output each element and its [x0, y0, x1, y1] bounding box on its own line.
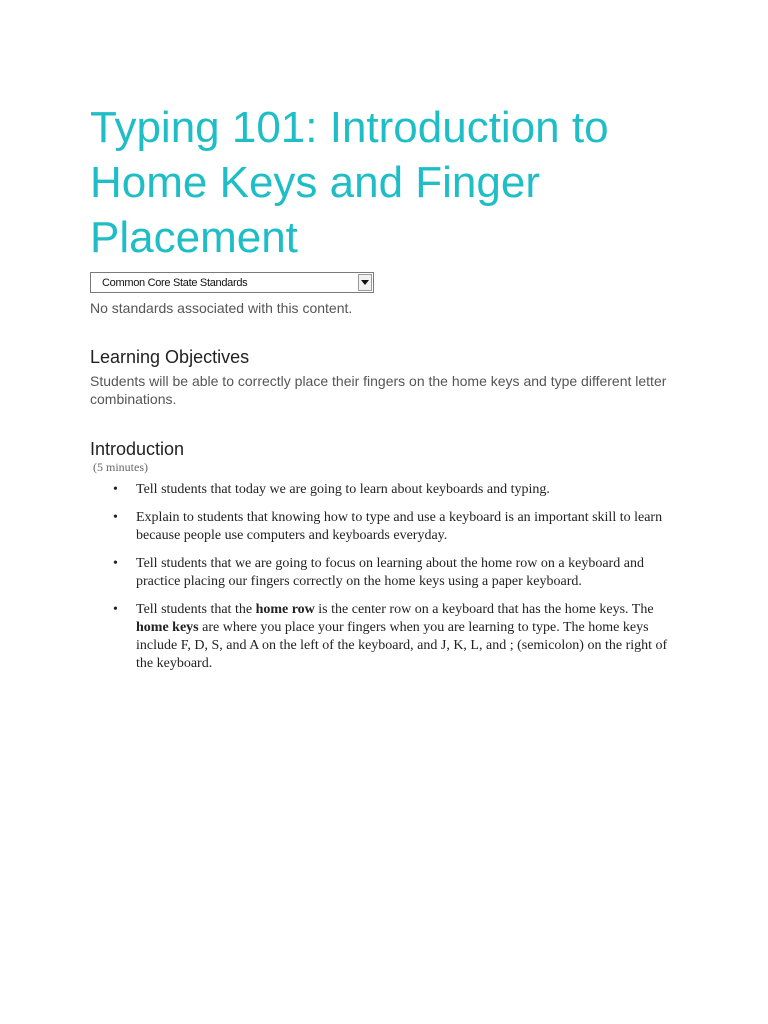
page-title: Typing 101: Introduction to Home Keys and Finger Placement — [90, 103, 609, 262]
step-text-part: is the center row on a keyboard that has the home keys. The — [314, 602, 654, 617]
step-text-part: Tell students that the — [136, 602, 256, 617]
introduction-steps-list — [113, 481, 676, 683]
learning-objectives-text: Students will be able to correctly place their fingers on the home keys and type different letter combinations. — [90, 373, 667, 407]
bullet-icon: • — [113, 482, 118, 497]
bullet-icon: • — [113, 510, 118, 525]
bullet-icon: • — [113, 556, 118, 571]
list-item — [113, 555, 676, 591]
list-item — [113, 481, 676, 499]
list-item — [113, 601, 676, 673]
learning-objectives-heading: Learning Objectives — [90, 347, 250, 367]
introduction-heading: Introduction — [90, 439, 185, 459]
step-text: Tell students that today we are going to learn about keyboards and typing. — [136, 482, 550, 497]
duration-label: (5 minutes) — [93, 460, 148, 474]
step-text: Tell students that we are going to focus on learning about the home row on a keyboard and practice placing our fingers correctly on the home keys using a paper keyboard. — [136, 556, 644, 589]
home-row-term: home row — [255, 602, 315, 617]
dropdown-arrow-icon[interactable] — [358, 274, 372, 291]
standards-dropdown-value: Common Core State Standards — [102, 276, 248, 289]
step-text: Explain to students that knowing how to type and use a keyboard is an important skill to learn because people use computers and keyboards everyday. — [136, 510, 663, 543]
no-standards-message: No standards associated with this content. — [90, 300, 353, 316]
home-keys-term: home keys — [136, 620, 199, 635]
list-item — [113, 509, 676, 545]
bullet-icon: • — [113, 602, 118, 617]
standards-dropdown[interactable] — [90, 272, 374, 293]
step-text-part: are where you place your fingers when you are learning to type. The home keys include F, D, S, and A on the left of the keyboard, and J, K, L, and ; (semicolon) on the right of the keyboard. — [136, 620, 668, 671]
